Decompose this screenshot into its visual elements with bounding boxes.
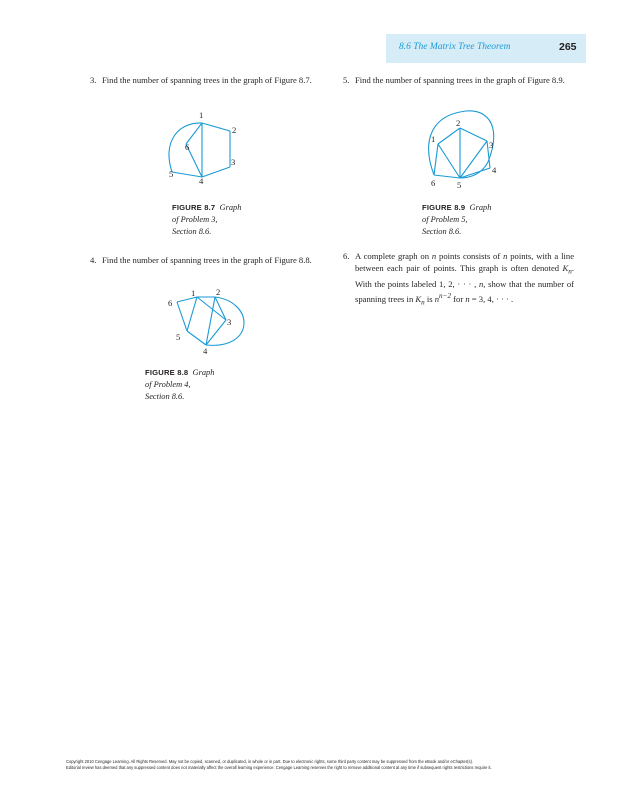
problem-3 (90, 74, 321, 86)
math-K: K (415, 293, 422, 304)
text-run: , show that the number of spanning trees in (355, 278, 574, 304)
copyright-footer-line-2: Editorial review has deemed that any suppressed content does not materially affect the overall learning experience. Cengage Learning reserves the right to remove additional content at any time if subsequent rights restrictions require it. (66, 765, 492, 770)
edge-3-4 (206, 320, 226, 345)
problem-6 (343, 250, 574, 308)
figure-8-7-caption (172, 202, 241, 238)
vertex-label: 2 (232, 125, 237, 135)
figure-8-9-graph (420, 108, 520, 193)
math-subscript-n: n (568, 267, 572, 276)
edge-3-4 (202, 167, 230, 177)
vertex-label: 5 (176, 332, 181, 342)
text-run: . With the points labeled 1, 2, · · · , (355, 263, 574, 289)
text-run: = 3, 4, · · · . (469, 293, 514, 304)
vertex-label: 4 (199, 176, 204, 186)
problem-text: Find the number of spanning trees in the graph of Figure 8.7. (102, 75, 312, 85)
vertex-label: 2 (216, 287, 221, 297)
edge-4-5 (187, 331, 206, 345)
figure-8-9-caption (422, 202, 491, 238)
edge-2-3 (215, 297, 226, 320)
problem-number: 5. (343, 75, 350, 85)
vertex-label: 1 (199, 110, 204, 120)
vertex-label: 6 (168, 298, 173, 308)
problem-text: Find the number of spanning trees in the graph of Figure 8.8. (102, 255, 312, 265)
vertex-label: 1 (191, 288, 196, 298)
caption-text: Section 8.6. (145, 392, 185, 401)
edge-1-6 (186, 123, 202, 144)
vertex-label: 5 (169, 169, 174, 179)
figure-label: FIGURE 8.8 (145, 368, 189, 377)
vertex-label: 6 (431, 178, 436, 188)
figure-8-8-graph (160, 282, 260, 362)
edge-1-5 (438, 144, 460, 178)
figure-label: FIGURE 8.7 (172, 203, 216, 212)
problem-4 (90, 254, 321, 266)
caption-text: of Problem 4, (145, 380, 191, 389)
math-n: n (503, 251, 508, 261)
text-run: A complete graph on (355, 251, 432, 261)
text-run: for (451, 293, 466, 304)
edge-1-2 (438, 128, 460, 144)
math-K: K (562, 263, 569, 273)
vertex-label: 1 (431, 134, 436, 144)
edge-3-5 (460, 141, 487, 178)
vertex-label: 6 (185, 142, 190, 152)
problem-text (355, 250, 574, 308)
vertex-label: 4 (203, 346, 208, 356)
caption-text: Graph (219, 203, 242, 212)
edge-4-5 (460, 168, 490, 178)
edge-5-6 (177, 302, 187, 331)
vertex-label: 3 (231, 157, 236, 167)
vertex-label: 5 (457, 180, 462, 190)
text-run: points consists of (436, 251, 504, 261)
figure-8-7-graph (160, 108, 260, 198)
caption-text: Graph (469, 203, 492, 212)
edge-5-4 (172, 172, 202, 177)
copyright-footer-line-1: Copyright 2010 Cengage Learning. All Rights Reserved. May not be copied, scanned, or duplicated, in whole or in part. Due to electronic rights, some third party content may be suppressed from the eBook and/or eChapter(s). (66, 759, 474, 764)
page-number: 265 (559, 41, 577, 53)
edge-1-5 (187, 297, 197, 331)
edge-2-3 (460, 128, 487, 141)
problem-number: 6. (343, 251, 350, 261)
caption-text: Section 8.6. (422, 227, 462, 236)
text-run: points, with a line between each pair of points. This graph is often denoted (355, 251, 575, 273)
vertex-label: 3 (489, 140, 494, 150)
caption-text: of Problem 5, (422, 215, 468, 224)
edge-1-2 (202, 123, 230, 131)
caption-text: of Problem 3, (172, 215, 218, 224)
problem-number: 3. (90, 75, 97, 85)
problem-5 (343, 74, 574, 86)
vertex-label: 2 (456, 118, 461, 128)
math-n: n (465, 293, 470, 304)
vertex-label: 3 (227, 317, 232, 327)
text-run: is (424, 293, 435, 304)
edge-1-6 (434, 144, 438, 175)
math-exponent: n−2 (439, 291, 452, 300)
math-n: n (479, 278, 484, 289)
math-n: n (431, 251, 437, 261)
figure-8-8-caption (145, 367, 214, 403)
math-subscript-n: n (421, 298, 425, 307)
caption-text: Graph (192, 368, 215, 377)
problem-text: Find the number of spanning trees in the graph of Figure 8.9. (355, 75, 565, 85)
problem-number: 4. (90, 255, 97, 265)
edge-6-5 (434, 175, 460, 178)
math-n: n (434, 293, 440, 304)
edge-2-4 (206, 297, 215, 345)
figure-label: FIGURE 8.9 (422, 203, 466, 212)
vertex-label: 4 (492, 165, 497, 175)
running-header-section: 8.6 The Matrix Tree Theorem (399, 42, 511, 52)
caption-text: Section 8.6. (172, 227, 212, 236)
